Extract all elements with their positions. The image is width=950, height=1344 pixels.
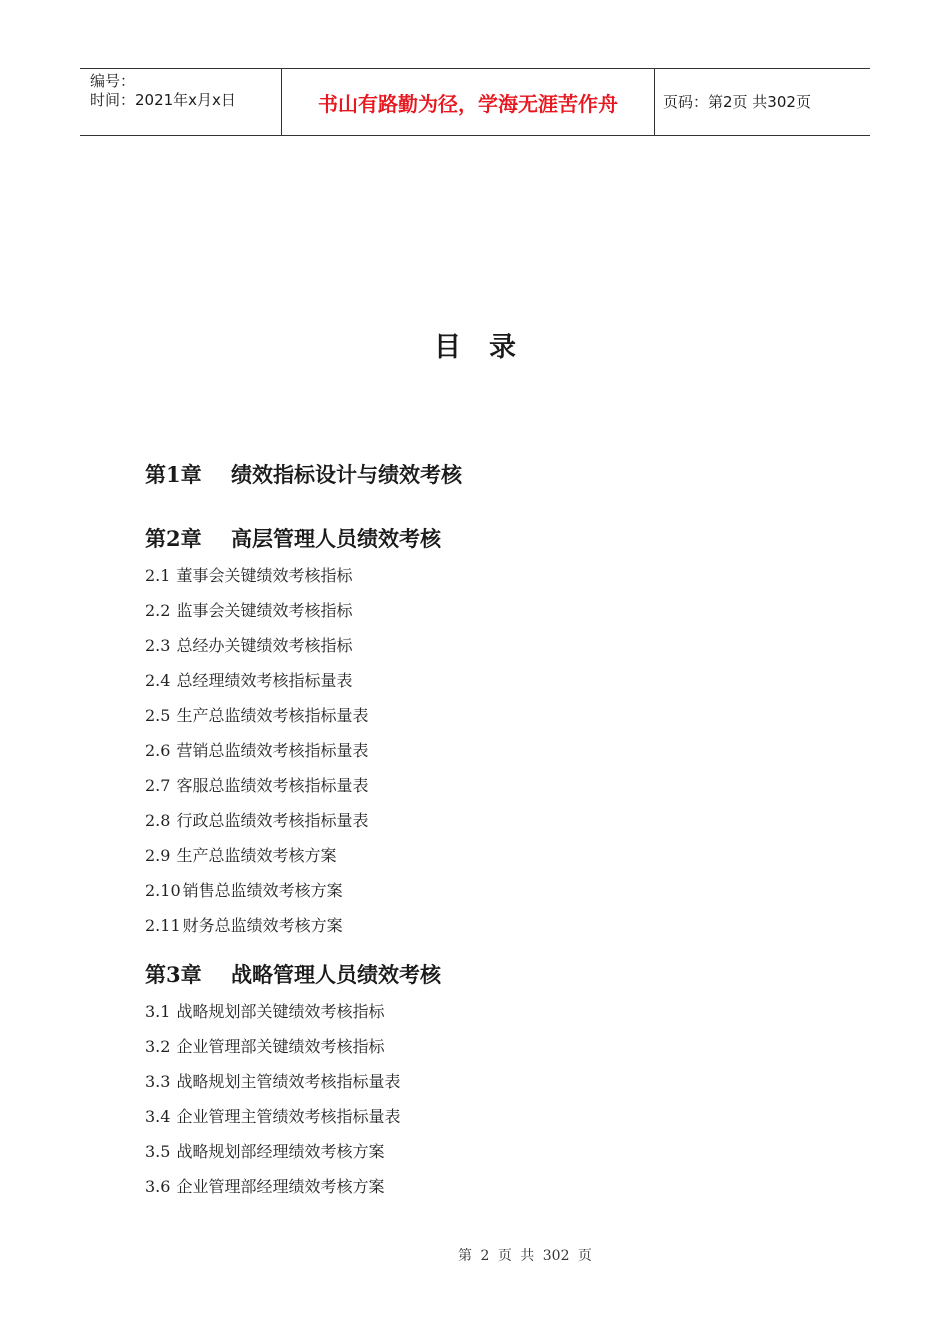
entry-text: 企业管理部关键绩效考核指标 [176,1037,385,1056]
toc-entry-2-1[interactable] [145,565,352,587]
entry-text: 企业管理部经理绩效考核方案 [176,1177,385,1196]
chapter-number: 第2章 [145,526,202,551]
header-motto: 书山有路勤为径，学海无涯苦作舟 [318,92,618,116]
toc-entry-2-4[interactable] [145,670,352,692]
toc-chapter-2[interactable] [145,525,441,553]
document-date-label: 时间：2021年x月x日 [90,91,236,109]
entry-text: 总经理绩效考核指标量表 [176,671,353,690]
header-right-cell [655,69,870,135]
entry-text: 生产总监绩效考核方案 [176,846,337,865]
toc-entry-2-2[interactable] [145,600,352,622]
toc-entry-2-10[interactable] [145,880,343,902]
chapter-title: 绩效指标设计与绩效考核 [231,462,462,487]
chapter-number: 第3章 [145,962,202,987]
entry-number: 2.3 [145,636,171,655]
entry-text: 企业管理主管绩效考核指标量表 [176,1107,401,1126]
toc-entry-3-2[interactable] [145,1036,384,1058]
entry-number: 2.11 [145,916,181,935]
entry-number: 2.6 [145,741,171,760]
page-footer-number: 第 2 页 共 302 页 [458,1248,592,1264]
toc-chapter-3[interactable] [145,961,441,989]
entry-text: 行政总监绩效考核指标量表 [176,811,369,830]
entry-text: 监事会关键绩效考核指标 [176,601,353,620]
toc-entry-2-3[interactable] [145,635,352,657]
entry-text: 财务总监绩效考核方案 [182,916,343,935]
toc-entry-3-4[interactable] [145,1106,400,1128]
entry-number: 3.3 [145,1072,171,1091]
toc-entry-3-3[interactable] [145,1071,400,1093]
entry-number: 3.6 [145,1177,171,1196]
toc-chapter-1[interactable] [145,461,462,489]
chapter-title: 战略管理人员绩效考核 [231,962,441,987]
toc-entry-3-5[interactable] [145,1141,384,1163]
toc-entry-2-5[interactable] [145,705,368,727]
chapter-number: 第1章 [145,462,202,487]
header-middle-cell [282,69,655,135]
document-code-label: 编号： [90,72,136,90]
entry-number: 3.5 [145,1142,171,1161]
header-page-info: 页码：第2页 共302页 [663,93,811,111]
entry-number: 3.1 [145,1002,171,1021]
entry-text: 董事会关键绩效考核指标 [176,566,353,585]
toc-entry-2-7[interactable] [145,775,368,797]
toc-title: 目录 [434,332,544,363]
chapter-title: 高层管理人员绩效考核 [231,526,441,551]
entry-number: 2.2 [145,601,171,620]
entry-text: 战略规划部关键绩效考核指标 [176,1002,385,1021]
page-header [80,68,870,136]
entry-text: 销售总监绩效考核方案 [182,881,343,900]
toc-entry-3-1[interactable] [145,1001,384,1023]
header-left-cell [80,69,282,135]
toc-entry-2-11[interactable] [145,915,343,937]
entry-text: 营销总监绩效考核指标量表 [176,741,369,760]
entry-number: 2.7 [145,776,171,795]
entry-number: 3.2 [145,1037,171,1056]
entry-number: 2.5 [145,706,171,725]
toc-entry-2-6[interactable] [145,740,368,762]
toc-entry-3-6[interactable] [145,1176,384,1198]
entry-text: 客服总监绩效考核指标量表 [176,776,369,795]
entry-number: 2.10 [145,881,181,900]
entry-text: 战略规划部经理绩效考核方案 [176,1142,385,1161]
entry-number: 2.1 [145,566,171,585]
entry-number: 2.4 [145,671,171,690]
entry-number: 3.4 [145,1107,171,1126]
toc-entry-2-9[interactable] [145,845,336,867]
entry-text: 战略规划主管绩效考核指标量表 [176,1072,401,1091]
entry-text: 总经办关键绩效考核指标 [176,636,353,655]
entry-number: 2.8 [145,811,171,830]
entry-number: 2.9 [145,846,171,865]
toc-entry-2-8[interactable] [145,810,368,832]
entry-text: 生产总监绩效考核指标量表 [176,706,369,725]
